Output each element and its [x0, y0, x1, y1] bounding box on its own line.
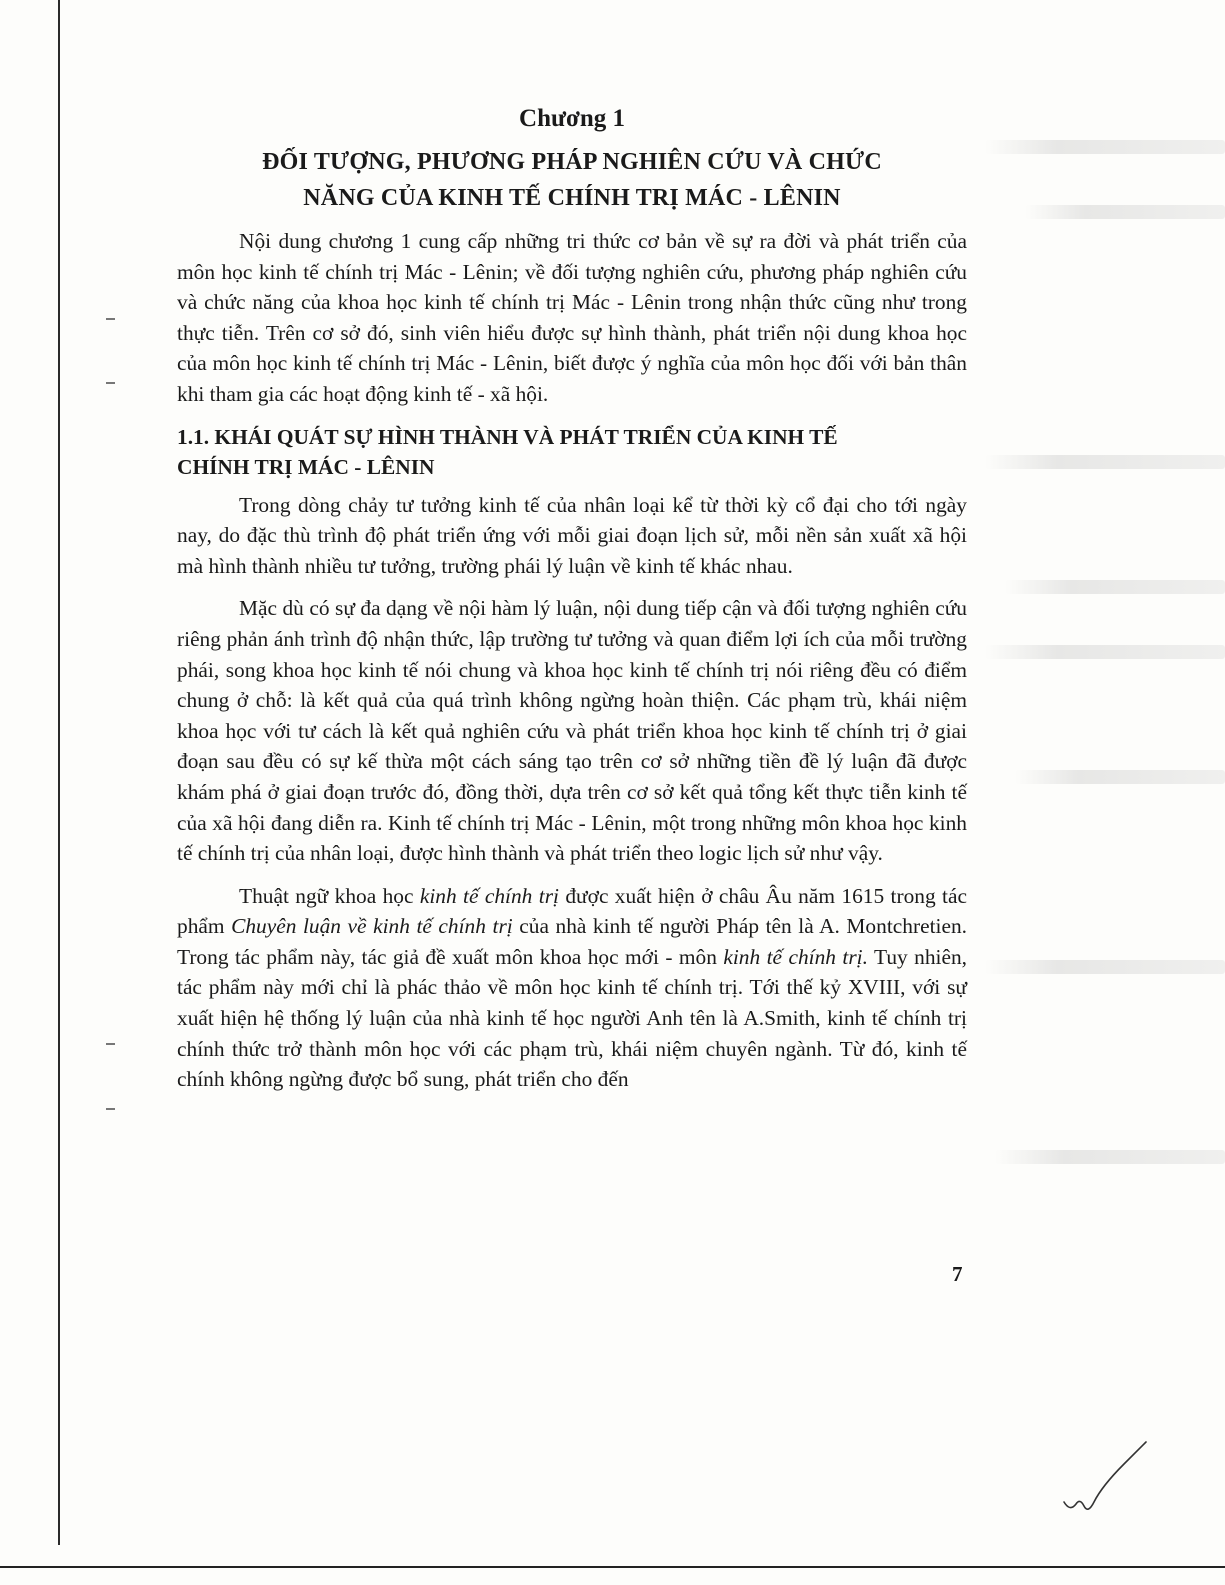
- chapter-title-line-1: ĐỐI TƯỢNG, PHƯƠNG PHÁP NGHIÊN CỨU VÀ CHỨC: [262, 149, 882, 175]
- handwritten-checkmark: [1062, 1440, 1152, 1520]
- body-paragraph-2: Trong dòng chảy tư tưởng kinh tế của nhân loại kể từ thời kỳ cổ đại cho tới ngày nay, do đặc thù trình độ phát triển ứng với mỗi giai đoạn lịch sử, mỗi nền sản xuất xã hội mà hình thành nhiều tư tưởng, trường phái lý luận về kinh tế khác nhau.: [177, 492, 967, 578]
- margin-tick-mark: [106, 1108, 115, 1110]
- page-number: 7: [952, 1262, 963, 1286]
- bleed-through-mark: [985, 140, 1225, 154]
- page-content: [177, 100, 967, 1095]
- paragraph-4-text-3: của nhà kinh tế người Pháp tên là A. Montchretien. Trong tác phẩm này, tác giả đề xuất môn khoa học mới - môn: [177, 914, 967, 969]
- bleed-through-mark: [985, 455, 1225, 469]
- bleed-through-mark: [995, 1150, 1225, 1164]
- section-heading-line-2: CHÍNH TRỊ MÁC - LÊNIN: [177, 454, 435, 479]
- chapter-title-line-2: NĂNG CỦA KINH TẾ CHÍNH TRỊ MÁC - LÊNIN: [303, 185, 841, 211]
- paragraph-4-italic-subject: kinh tế chính trị.: [723, 944, 868, 969]
- bleed-through-mark: [985, 960, 1225, 974]
- bleed-through-mark: [1025, 205, 1225, 219]
- body-paragraph-3: Mặc dù có sự đa dạng về nội hàm lý luận, nội dung tiếp cận và đối tượng nghiên cứu riêng phản ánh trình độ nhận thức, lập trường tư tưởng và quan điểm lợi ích của mỗi trường phái, song khoa học kinh tế nói chung và khoa học kinh tế chính trị nói riêng đều có điểm chung ở chỗ: là kết quả của quá trình không ngừng hoàn thiện. Các phạm trù, khái niệm khoa học với tư cách là kết quả nghiên cứu và phát triển khoa học kinh tế chính trị ở giai đoạn sau đều có sự kế thừa một cách sáng tạo trên cơ sở những tiền đề lý luận đã được khám phá ở giai đoạn trước đó, đồng thời, dựa trên cơ sở kết quả tổng kết thực tiễn kinh tế của xã hội đang diễn ra. Kinh tế chính trị Mác - Lênin, một trong những môn khoa học kinh tế chính trị của nhân loại, được hình thành và phát triển theo logic lịch sử như vậy.: [177, 596, 967, 866]
- margin-tick-mark: [106, 382, 115, 384]
- margin-tick-mark: [106, 318, 115, 320]
- section-heading: [177, 422, 967, 482]
- scan-binding-edge: [58, 0, 60, 1545]
- body-paragraph-4: [177, 881, 967, 1095]
- chapter-title: [177, 144, 967, 216]
- paragraph-4-italic-book-title: Chuyên luận về kinh tế chính trị: [231, 914, 513, 939]
- margin-tick-mark: [106, 1043, 115, 1045]
- intro-paragraph: Nội dung chương 1 cung cấp những tri thức cơ bản về sự ra đời và phát triển của môn học kinh tế chính trị Mác - Lênin; về đối tượng nghiên cứu, phương pháp nghiên cứu và chức năng của khoa học kinh tế chính trị Mác - Lênin trong nhận thức cũng như trong thực tiễn. Trên cơ sở đó, sinh viên hiểu được sự hình thành, phát triển nội dung khoa học của môn học kinh tế chính trị Mác - Lênin, biết được ý nghĩa của môn học đối với bản thân khi tham gia các hoạt động kinh tế - xã hội.: [177, 229, 967, 406]
- bleed-through-mark: [1015, 770, 1225, 784]
- paragraph-4-text-2: được xuất hiện ở châu Âu năm 1615 trong tác phẩm: [177, 883, 967, 939]
- paragraph-4-text-1: Thuật ngữ khoa học: [239, 883, 420, 908]
- paragraph-4-text-4: Tuy nhiên, tác phẩm này mới chỉ là phác thảo về môn học kinh tế chính trị. Tới thế kỷ XVIII, với sự xuất hiện hệ thống lý luận của nhà kinh tế học người Anh tên là A.Smith, kinh tế chính trị chính thức trở thành môn học với các phạm trù, khái niệm chuyên ngành. Từ đó, kinh tế chính không ngừng được bổ sung, phát triển cho đến: [177, 944, 968, 1092]
- bleed-through-mark: [1005, 580, 1225, 594]
- bleed-through-mark: [985, 645, 1225, 659]
- section-heading-line-1: 1.1. KHÁI QUÁT SỰ HÌNH THÀNH VÀ PHÁT TRIỂN CỦA KINH TẾ: [177, 424, 838, 449]
- paragraph-4-italic-term: kinh tế chính trị: [419, 883, 559, 908]
- chapter-label: Chương 1: [519, 105, 625, 132]
- scan-bottom-edge: [0, 1566, 1225, 1568]
